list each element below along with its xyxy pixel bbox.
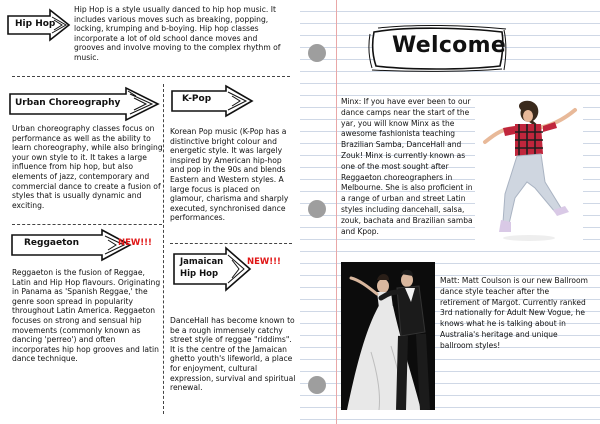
jamaican-title-line2: Hip Hop xyxy=(180,269,219,279)
jamaican-body: DanceHall has become known to be a rough immensely catchy street style of reggae "riddims". It is the centre of the Jamaican ghetto youth's lifeworld, a place for enjoyment, cultural expression, survival and spiritual renewal. xyxy=(170,316,296,393)
urban-title: Urban Choreography xyxy=(15,98,121,108)
minx-photo xyxy=(475,98,583,242)
matt-photo xyxy=(341,262,435,410)
binder-hole-2 xyxy=(308,200,326,218)
hiphop-body: Hip Hop is a style usually danced to hip hop music. It includes various moves such as breaking, popping, locking, krumping and b-boying. Hip hop classes incorporate a lot of old school dance moves and grooves and involve moving to the complex rhythm of music. xyxy=(74,5,281,62)
reggaeton-arrow-sign xyxy=(10,228,132,262)
kpop-arrow-sign xyxy=(170,84,254,118)
welcome-title: Welcome xyxy=(392,33,507,58)
divider-1 xyxy=(12,76,290,77)
matt-bio: Matt: Matt Coulson is our new Ballroom dance style teacher after the retirement of Margot. Currently ranked 3rd nationally for Adult New Vogue, he knows what he is talking about in Australia's heritage and unique ballroom styles! xyxy=(440,276,588,350)
divider-2 xyxy=(12,224,162,225)
jamaican-arrow-sign xyxy=(172,246,252,292)
urban-body: Urban choreography classes focus on performance as well as the ability to learn choreography, while also bringing your own style to it. It takes a large influence from hip hop, but also elements of jazz, contemporary and commercial dance to create a fusion of styles that is usually dynamic and exciting. xyxy=(12,124,163,210)
hiphop-title: Hip Hop xyxy=(15,19,56,29)
kpop-body: Korean Pop music (K-Pop has a distinctive bright colour and energetic style. It was largely inspired by American hip-hop and pop in the 90s and blends Eastern and Western styles. A large focus is placed on glamour, charisma and sharply executed, synchronised dance performances. xyxy=(170,127,289,223)
reggaeton-body: Reggaeton is the fusion of Reggae, Latin and Hip Hop flavours. Originating in Panama as 'Spanish Reggae,' the genre soon spread in popularity throughout Latin America. Reggaeton focuses on strong and sensual hip movements (commonly known as dancing 'perreo') and often incorporates hip hop grooves and latin dance technique. xyxy=(12,268,161,364)
jamaican-new-badge: NEW!!! xyxy=(247,257,281,267)
divider-3 xyxy=(170,243,292,244)
hiphop-arrow-sign xyxy=(6,8,72,42)
reggaeton-title: Reggaeton xyxy=(24,238,79,248)
binder-hole-3 xyxy=(308,376,326,394)
reggaeton-new-badge: NEW!!! xyxy=(118,238,152,248)
urban-arrow-sign xyxy=(8,86,160,122)
kpop-title: K-Pop xyxy=(182,94,212,104)
jamaican-title-line1: Jamaican xyxy=(180,257,224,267)
minx-bio: Minx: If you have ever been to our dance camps near the start of the yar, you will know Minx as the awesome fashionista teaching Brazilian Samba, DanceHall and Zouk! Minx is currently known as one of the most sought after Reggaeton choreographers in Melbourne. She is also proficient in a range of urban and street Latin styles including dancehall, salsa, zouk, bachata and Brazilian samba and Kpop. xyxy=(341,97,473,236)
column-divider xyxy=(163,84,164,414)
binder-hole-1 xyxy=(308,44,326,62)
margin-line xyxy=(336,0,337,424)
welcome-frame xyxy=(368,24,508,72)
